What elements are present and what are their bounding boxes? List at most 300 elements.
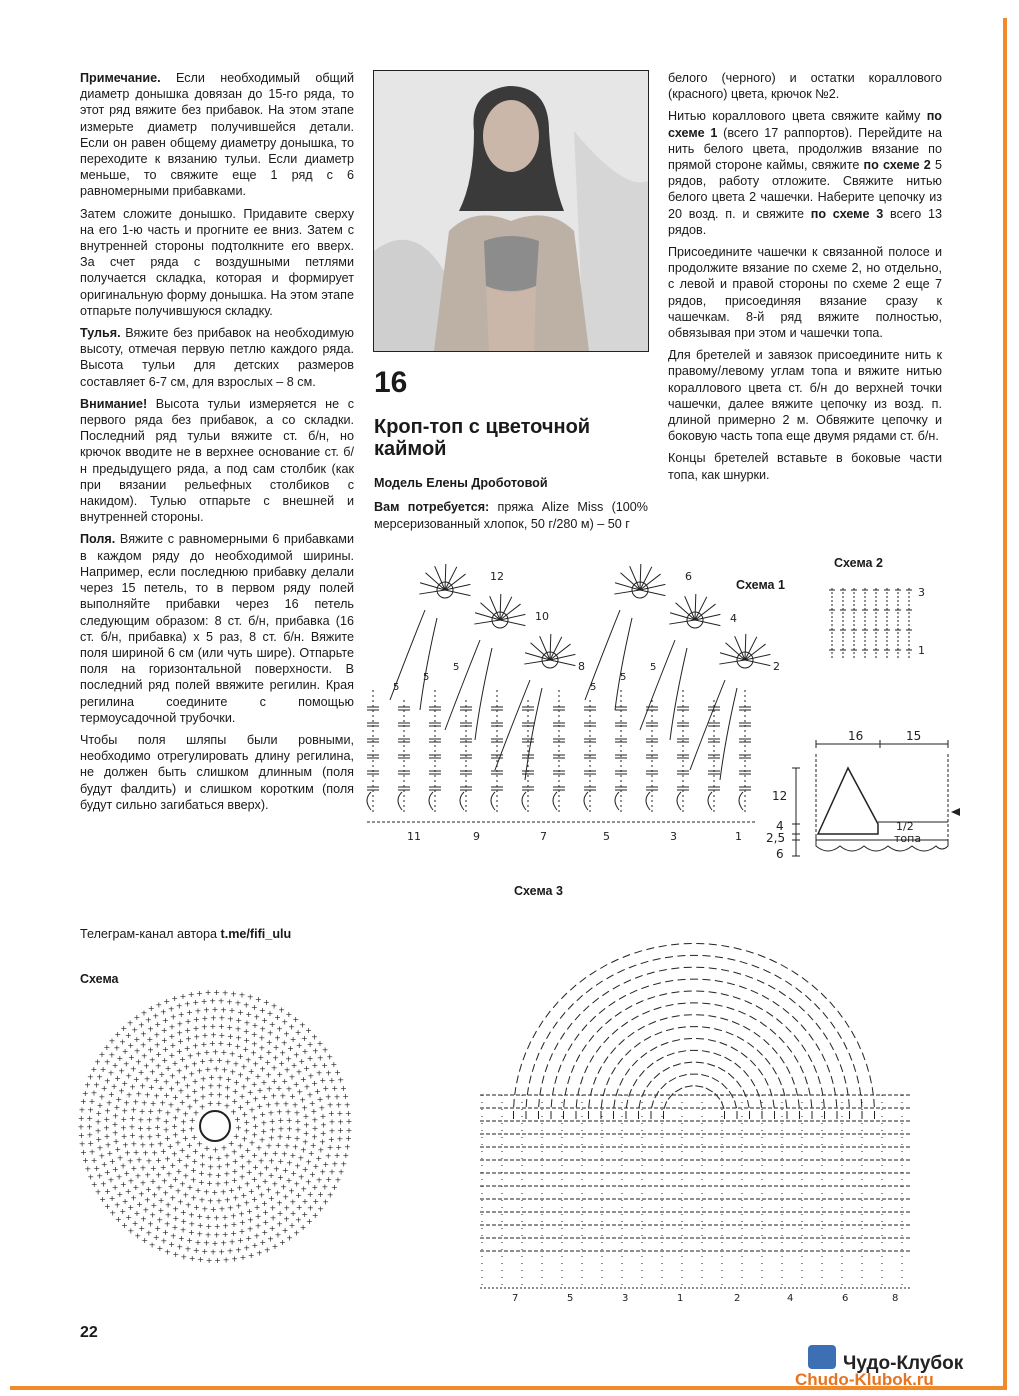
fan-stitch xyxy=(741,1053,747,1058)
single-crochet-stitch: + xyxy=(250,1175,258,1185)
single-crochet-stitch: + xyxy=(270,1076,278,1086)
fan-stitch xyxy=(597,1027,603,1033)
single-crochet-stitch: + xyxy=(103,1132,111,1142)
fan-stitch xyxy=(796,1088,798,1096)
single-crochet-stitch: + xyxy=(292,1015,300,1025)
fan-stitch xyxy=(737,1081,742,1087)
single-crochet-stitch: + xyxy=(167,1100,175,1110)
single-crochet-stitch: + xyxy=(283,1203,291,1213)
fan-stitch xyxy=(765,1058,770,1064)
single-crochet-stitch: + xyxy=(325,1175,333,1185)
single-crochet-stitch: + xyxy=(116,1153,124,1163)
fan-stitch xyxy=(809,1034,814,1041)
row-number: 9 xyxy=(473,830,480,843)
single-crochet-stitch: + xyxy=(218,1247,225,1257)
single-crochet-stitch: + xyxy=(344,1142,351,1152)
single-crochet-stitch: + xyxy=(267,1133,275,1143)
fan-stitch xyxy=(672,1016,680,1017)
single-crochet-stitch: + xyxy=(229,1067,237,1077)
single-crochet-stitch: + xyxy=(211,1047,219,1057)
single-crochet-stitch: + xyxy=(219,1187,227,1197)
single-crochet-stitch: + xyxy=(271,1148,279,1158)
single-crochet-stitch: + xyxy=(169,1012,177,1022)
single-crochet-stitch: + xyxy=(176,1156,184,1166)
turn-arc xyxy=(522,792,526,810)
fan-stitch xyxy=(529,1076,531,1084)
fan-stitch xyxy=(789,998,795,1003)
single-crochet-stitch: + xyxy=(94,1187,102,1197)
single-crochet-stitch: + xyxy=(148,1083,155,1093)
single-crochet-stitch: + xyxy=(115,1172,123,1182)
fan-stitch xyxy=(550,634,551,660)
single-crochet-stitch: + xyxy=(312,1046,319,1056)
single-crochet-stitch: + xyxy=(169,1161,177,1171)
single-crochet-stitch: + xyxy=(215,1098,223,1108)
single-crochet-stitch: + xyxy=(345,1125,353,1135)
single-crochet-stitch: + xyxy=(234,998,242,1008)
single-crochet-stitch: + xyxy=(160,1035,168,1045)
single-crochet-stitch: + xyxy=(235,1201,243,1211)
fan-stitch xyxy=(648,997,656,1000)
single-crochet-stitch: + xyxy=(186,1007,193,1017)
single-crochet-stitch: + xyxy=(177,1234,185,1244)
single-crochet-stitch: + xyxy=(179,991,187,1001)
single-crochet-stitch: + xyxy=(239,1253,247,1263)
fan-stitch xyxy=(792,971,799,975)
single-crochet-stitch: + xyxy=(78,1105,86,1115)
single-crochet-stitch: + xyxy=(224,1083,231,1093)
single-crochet-stitch: + xyxy=(207,1162,215,1172)
single-crochet-stitch: + xyxy=(123,1098,130,1108)
single-crochet-stitch: + xyxy=(118,1086,125,1096)
fan-stitch xyxy=(665,957,673,958)
single-crochet-stitch: + xyxy=(171,1149,178,1159)
single-crochet-stitch: + xyxy=(240,1082,248,1092)
single-crochet-stitch: + xyxy=(276,1070,284,1080)
single-crochet-stitch: + xyxy=(238,990,246,1000)
single-crochet-stitch: + xyxy=(265,1185,272,1195)
brand-url[interactable]: Chudo-Klubok.ru xyxy=(795,1370,934,1389)
single-crochet-stitch: + xyxy=(182,1109,189,1119)
single-crochet-stitch: + xyxy=(179,1125,187,1135)
fan-stitch xyxy=(831,1076,833,1084)
single-crochet-stitch: + xyxy=(248,1138,256,1148)
single-crochet-stitch: + xyxy=(132,1183,140,1193)
single-crochet-stitch: + xyxy=(168,1051,176,1061)
single-crochet-stitch: + xyxy=(238,1091,246,1101)
fan-stitch xyxy=(618,1058,623,1064)
fan-stitch xyxy=(696,1038,704,1039)
fan-stitch xyxy=(801,1025,806,1031)
single-crochet-stitch: + xyxy=(188,1210,195,1220)
fan-stitch xyxy=(798,1099,799,1107)
single-crochet-stitch: + xyxy=(317,1204,324,1214)
fan-stitch xyxy=(725,1057,732,1061)
single-crochet-stitch: + xyxy=(169,1193,177,1203)
fan-stitch xyxy=(500,620,525,626)
single-crochet-stitch: + xyxy=(176,1242,184,1252)
fan-stitch xyxy=(633,1079,637,1086)
single-crochet-stitch: + xyxy=(252,1059,259,1069)
fan-stitch xyxy=(776,1019,782,1024)
single-crochet-stitch: + xyxy=(248,1105,256,1115)
photo-illustration xyxy=(374,71,648,351)
flower-number: 2 xyxy=(773,660,780,673)
single-crochet-stitch: + xyxy=(77,1114,85,1124)
single-crochet-stitch: + xyxy=(294,1161,301,1171)
single-crochet-stitch: + xyxy=(245,1009,253,1019)
fan-stitch xyxy=(739,986,747,989)
single-crochet-stitch: + xyxy=(254,1071,262,1081)
fan-stitch xyxy=(673,1064,681,1066)
scheme1-diagram xyxy=(365,560,788,850)
single-crochet-stitch: + xyxy=(268,1116,276,1126)
single-crochet-stitch: + xyxy=(215,1153,223,1163)
single-crochet-stitch: + xyxy=(142,1205,150,1215)
single-crochet-stitch: + xyxy=(218,1030,226,1040)
single-crochet-stitch: + xyxy=(230,1228,237,1238)
single-crochet-stitch: + xyxy=(190,1166,197,1176)
model-photo xyxy=(373,70,649,352)
single-crochet-stitch: + xyxy=(303,1120,310,1130)
single-crochet-stitch: + xyxy=(311,1078,318,1088)
single-crochet-stitch: + xyxy=(191,1086,199,1096)
fan-stitch xyxy=(490,596,500,620)
row-number: 5 xyxy=(603,830,610,843)
fan-stitch xyxy=(735,636,745,660)
single-crochet-stitch: + xyxy=(190,1132,198,1142)
scheme2-row-number: 3 xyxy=(918,586,925,599)
single-crochet-stitch: + xyxy=(212,1064,220,1074)
fan-stitch xyxy=(641,986,649,989)
single-crochet-stitch: + xyxy=(336,1109,344,1119)
single-crochet-stitch: + xyxy=(103,1123,110,1133)
single-crochet-stitch: + xyxy=(121,1047,129,1057)
fan-stitch xyxy=(576,1055,580,1062)
single-crochet-stitch: + xyxy=(271,1179,279,1189)
single-crochet-stitch: + xyxy=(179,1054,186,1064)
fan-stitch xyxy=(701,1075,709,1077)
fan-stitch xyxy=(847,1087,848,1095)
single-crochet-stitch: + xyxy=(317,1145,325,1155)
single-crochet-stitch: + xyxy=(345,1134,352,1144)
side-number: 5 xyxy=(453,662,460,673)
single-crochet-stitch: + xyxy=(145,1115,153,1125)
single-crochet-stitch: + xyxy=(243,1126,251,1136)
single-crochet-stitch: + xyxy=(266,1009,274,1019)
paragraph-attention: Внимание! Высота тульи измеряется не с первого ряда без прибавок, а со складки. Последний ряд тульи вяжите ст. б/н, но крючок вводите не в верхнее основание ст. б/н предыдущего ряда, а под сам столбик (как при вязании рельефных столбиков с накидом). Тулью отпарьте с внешней и внутренней стороны. xyxy=(80,396,354,525)
fan-stitch xyxy=(756,1006,763,1010)
single-crochet-stitch: + xyxy=(258,1043,266,1053)
fan-stitch xyxy=(840,1064,843,1072)
single-crochet-stitch: + xyxy=(327,1109,335,1119)
single-crochet-stitch: + xyxy=(221,988,229,998)
single-crochet-stitch: + xyxy=(292,1079,300,1089)
single-crochet-stitch: + xyxy=(311,1032,318,1042)
single-crochet-stitch: + xyxy=(295,1191,302,1201)
fan-stitch xyxy=(564,1099,565,1107)
row-number: 5 xyxy=(567,1293,574,1304)
single-crochet-stitch: + xyxy=(127,1040,135,1050)
single-crochet-stitch: + xyxy=(149,1210,156,1220)
single-crochet-stitch: + xyxy=(94,1117,102,1127)
single-crochet-stitch: + xyxy=(82,1156,89,1166)
single-crochet-stitch: + xyxy=(271,1241,279,1251)
single-crochet-stitch: + xyxy=(140,1098,148,1108)
scheme1-label: Схема 1 xyxy=(736,578,785,592)
fan-stitch xyxy=(598,1066,602,1073)
fan-stitch xyxy=(747,1100,749,1108)
single-crochet-stitch: + xyxy=(254,1212,262,1222)
single-crochet-stitch: + xyxy=(135,1057,142,1067)
single-crochet-stitch: + xyxy=(86,1122,93,1132)
single-crochet-stitch: + xyxy=(87,1139,95,1149)
single-crochet-stitch: + xyxy=(143,1061,150,1071)
single-crochet-stitch: + xyxy=(302,1128,310,1138)
single-crochet-stitch: + xyxy=(174,1078,181,1088)
single-crochet-stitch: + xyxy=(100,1179,107,1189)
single-crochet-stitch: + xyxy=(161,1016,169,1026)
fan-stitch xyxy=(802,977,808,982)
side-number: 5 xyxy=(423,672,430,683)
single-crochet-stitch: + xyxy=(286,1158,293,1168)
single-crochet-stitch: + xyxy=(162,1125,170,1135)
fan-stitch xyxy=(527,1087,528,1095)
fan-stitch xyxy=(565,1088,567,1096)
single-crochet-stitch: + xyxy=(326,1143,334,1153)
single-crochet-stitch: + xyxy=(178,1145,186,1155)
turn-arc xyxy=(584,792,588,810)
fan-stitch xyxy=(659,969,667,971)
single-crochet-stitch: + xyxy=(138,1106,146,1116)
single-crochet-stitch: + xyxy=(200,996,208,1006)
row-number: 7 xyxy=(540,830,547,843)
fan-stitch xyxy=(695,594,696,620)
fan-stitch xyxy=(835,1053,838,1060)
single-crochet-stitch: + xyxy=(230,1220,238,1230)
single-crochet-stitch: + xyxy=(207,1196,214,1206)
single-crochet-stitch: + xyxy=(174,1186,182,1196)
single-crochet-stitch: + xyxy=(218,1013,226,1023)
single-crochet-stitch: + xyxy=(293,1228,300,1238)
single-crochet-stitch: + xyxy=(104,1186,111,1196)
fan-stitch xyxy=(547,1032,551,1039)
single-crochet-stitch: + xyxy=(272,1164,280,1174)
single-crochet-stitch: + xyxy=(145,1123,153,1133)
single-crochet-stitch: + xyxy=(251,1113,258,1123)
single-crochet-stitch: + xyxy=(147,1004,155,1014)
article-number: 16 xyxy=(374,366,408,399)
fan-stitch xyxy=(754,1032,760,1037)
single-crochet-stitch: + xyxy=(311,1210,319,1220)
fan-stitch xyxy=(765,1078,768,1085)
single-crochet-stitch: + xyxy=(110,1082,118,1092)
single-crochet-stitch: + xyxy=(268,1019,276,1029)
fan-stitch xyxy=(708,1016,716,1017)
single-crochet-stitch: + xyxy=(265,1084,273,1094)
single-crochet-stitch: + xyxy=(300,1145,307,1155)
single-crochet-stitch: + xyxy=(322,1159,330,1169)
single-crochet-stitch: + xyxy=(306,1190,314,1200)
single-crochet-stitch: + xyxy=(293,1050,300,1060)
fan-stitch xyxy=(663,1067,670,1071)
fan-stitch xyxy=(551,1099,552,1107)
single-crochet-stitch: + xyxy=(224,1195,231,1205)
single-crochet-stitch: + xyxy=(154,1131,162,1141)
fan-stitch xyxy=(661,1083,667,1089)
turn-arc xyxy=(615,792,619,810)
telegram-link[interactable]: t.me/fifi_ulu xyxy=(220,927,292,941)
single-crochet-stitch: + xyxy=(186,1102,194,1112)
height-label-1: 12 xyxy=(772,789,788,803)
single-crochet-stitch: + xyxy=(205,1221,213,1231)
single-crochet-stitch: + xyxy=(165,1169,173,1179)
fan-stitch xyxy=(763,1039,769,1044)
fan-stitch xyxy=(857,1076,859,1084)
single-crochet-stitch: + xyxy=(280,1149,288,1159)
single-crochet-stitch: + xyxy=(205,1255,213,1265)
fan-stitch xyxy=(816,1044,820,1051)
orange-border-right xyxy=(1003,18,1007,1388)
turn-arc xyxy=(460,792,464,810)
single-crochet-stitch: + xyxy=(222,1221,229,1231)
single-crochet-stitch: + xyxy=(257,1052,265,1062)
single-crochet-stitch: + xyxy=(321,1045,329,1055)
single-crochet-stitch: + xyxy=(316,1038,324,1048)
single-crochet-stitch: + xyxy=(113,1043,121,1053)
single-crochet-stitch: + xyxy=(199,1092,207,1102)
single-crochet-stitch: + xyxy=(290,1060,298,1070)
fan-stitch xyxy=(827,1065,830,1073)
fan-stitch xyxy=(634,951,642,953)
single-crochet-stitch: + xyxy=(184,999,191,1009)
fan-stitch xyxy=(629,965,636,968)
single-crochet-stitch: + xyxy=(250,1079,258,1089)
single-crochet-stitch: + xyxy=(126,1156,134,1166)
single-crochet-stitch: + xyxy=(245,1157,253,1167)
single-crochet-stitch: + xyxy=(309,1169,316,1179)
single-crochet-stitch: + xyxy=(300,1184,308,1194)
fan-stitch xyxy=(773,1100,774,1108)
single-crochet-stitch: + xyxy=(103,1115,111,1125)
single-crochet-stitch: + xyxy=(337,1125,344,1135)
stem-chain xyxy=(690,680,725,770)
single-crochet-stitch: + xyxy=(154,1061,162,1071)
fan-stitch xyxy=(845,1021,849,1028)
single-crochet-stitch: + xyxy=(215,1162,223,1172)
single-crochet-stitch: + xyxy=(159,1162,167,1172)
single-crochet-stitch: + xyxy=(214,1255,221,1265)
single-crochet-stitch: + xyxy=(111,1061,119,1071)
fan-stitch xyxy=(703,956,711,957)
single-crochet-stitch: + xyxy=(285,1054,292,1064)
single-crochet-stitch: + xyxy=(222,1178,230,1188)
single-crochet-stitch: + xyxy=(111,1182,119,1192)
single-crochet-stitch: + xyxy=(295,1203,303,1213)
single-crochet-stitch: + xyxy=(199,1074,207,1084)
single-crochet-stitch: + xyxy=(266,1028,274,1038)
row-number: 1 xyxy=(735,830,742,843)
fan-stitch xyxy=(794,1035,799,1041)
single-crochet-stitch: + xyxy=(251,1021,259,1031)
single-crochet-stitch: + xyxy=(293,1108,301,1118)
single-crochet-stitch: + xyxy=(216,1056,223,1066)
fan-stitch xyxy=(696,1062,704,1063)
fan-stitch xyxy=(672,1040,680,1042)
single-crochet-stitch: + xyxy=(299,1222,307,1232)
single-crochet-stitch: + xyxy=(168,1031,176,1041)
single-crochet-stitch: + xyxy=(246,1224,254,1234)
single-crochet-stitch: + xyxy=(169,1071,176,1081)
single-crochet-stitch: + xyxy=(210,1030,217,1040)
single-crochet-stitch: + xyxy=(192,1023,200,1033)
single-crochet-stitch: + xyxy=(234,1024,242,1034)
fan-stitch xyxy=(611,1067,615,1074)
single-crochet-stitch: + xyxy=(175,1001,183,1011)
single-crochet-stitch: + xyxy=(330,1060,338,1070)
single-crochet-stitch: + xyxy=(133,1034,141,1044)
single-crochet-stitch: + xyxy=(252,1122,259,1132)
single-crochet-stitch: + xyxy=(164,1200,172,1210)
single-crochet-stitch: + xyxy=(150,1201,158,1211)
single-crochet-stitch: + xyxy=(308,1098,316,1108)
single-crochet-stitch: + xyxy=(226,1023,234,1033)
single-crochet-stitch: + xyxy=(218,1204,226,1214)
fan-stitch xyxy=(625,1050,631,1056)
single-crochet-stitch: + xyxy=(177,1086,185,1096)
single-crochet-stitch: + xyxy=(321,1060,328,1070)
single-crochet-stitch: + xyxy=(145,1156,153,1166)
single-crochet-stitch: + xyxy=(255,1248,263,1258)
single-crochet-stitch: + xyxy=(107,1068,115,1078)
single-crochet-stitch: + xyxy=(258,1005,266,1015)
single-crochet-stitch: + xyxy=(163,1219,171,1229)
single-crochet-stitch: + xyxy=(80,1147,87,1157)
fan-stitch xyxy=(541,1042,544,1049)
single-crochet-stitch: + xyxy=(215,1170,222,1180)
single-crochet-stitch: + xyxy=(301,1209,309,1219)
fan-stitch xyxy=(695,620,720,626)
fan-stitch xyxy=(823,1012,828,1018)
fan-stitch xyxy=(851,1031,855,1038)
fan-stitch xyxy=(523,1053,526,1061)
single-crochet-stitch: + xyxy=(129,1114,136,1124)
single-crochet-stitch: + xyxy=(305,1177,312,1187)
fan-stitch xyxy=(640,564,641,590)
fan-stitch xyxy=(609,1001,616,1006)
single-crochet-stitch: + xyxy=(124,1148,131,1158)
row-number: 11 xyxy=(407,830,421,843)
fan-stitch xyxy=(763,969,770,972)
fan-stitch xyxy=(626,1100,627,1108)
fan-stitch xyxy=(669,1078,676,1082)
single-crochet-stitch: + xyxy=(288,1221,296,1231)
single-crochet-stitch: + xyxy=(174,1138,182,1148)
single-crochet-stitch: + xyxy=(199,1057,206,1067)
fan-stitch xyxy=(647,972,655,974)
fan-stitch xyxy=(728,1073,734,1078)
telegram-line: Телеграм-канал автора t.me/fifi_ulu xyxy=(80,927,292,941)
single-crochet-stitch: + xyxy=(243,1198,251,1208)
fan-stitch xyxy=(870,1075,872,1083)
fan-stitch xyxy=(671,968,679,969)
single-crochet-stitch: + xyxy=(236,1183,243,1193)
single-crochet-stitch: + xyxy=(281,1017,289,1027)
single-crochet-stitch: + xyxy=(319,1137,326,1147)
single-crochet-stitch: + xyxy=(93,1163,101,1173)
single-crochet-stitch: + xyxy=(224,1057,232,1067)
single-crochet-stitch: + xyxy=(327,1134,335,1144)
